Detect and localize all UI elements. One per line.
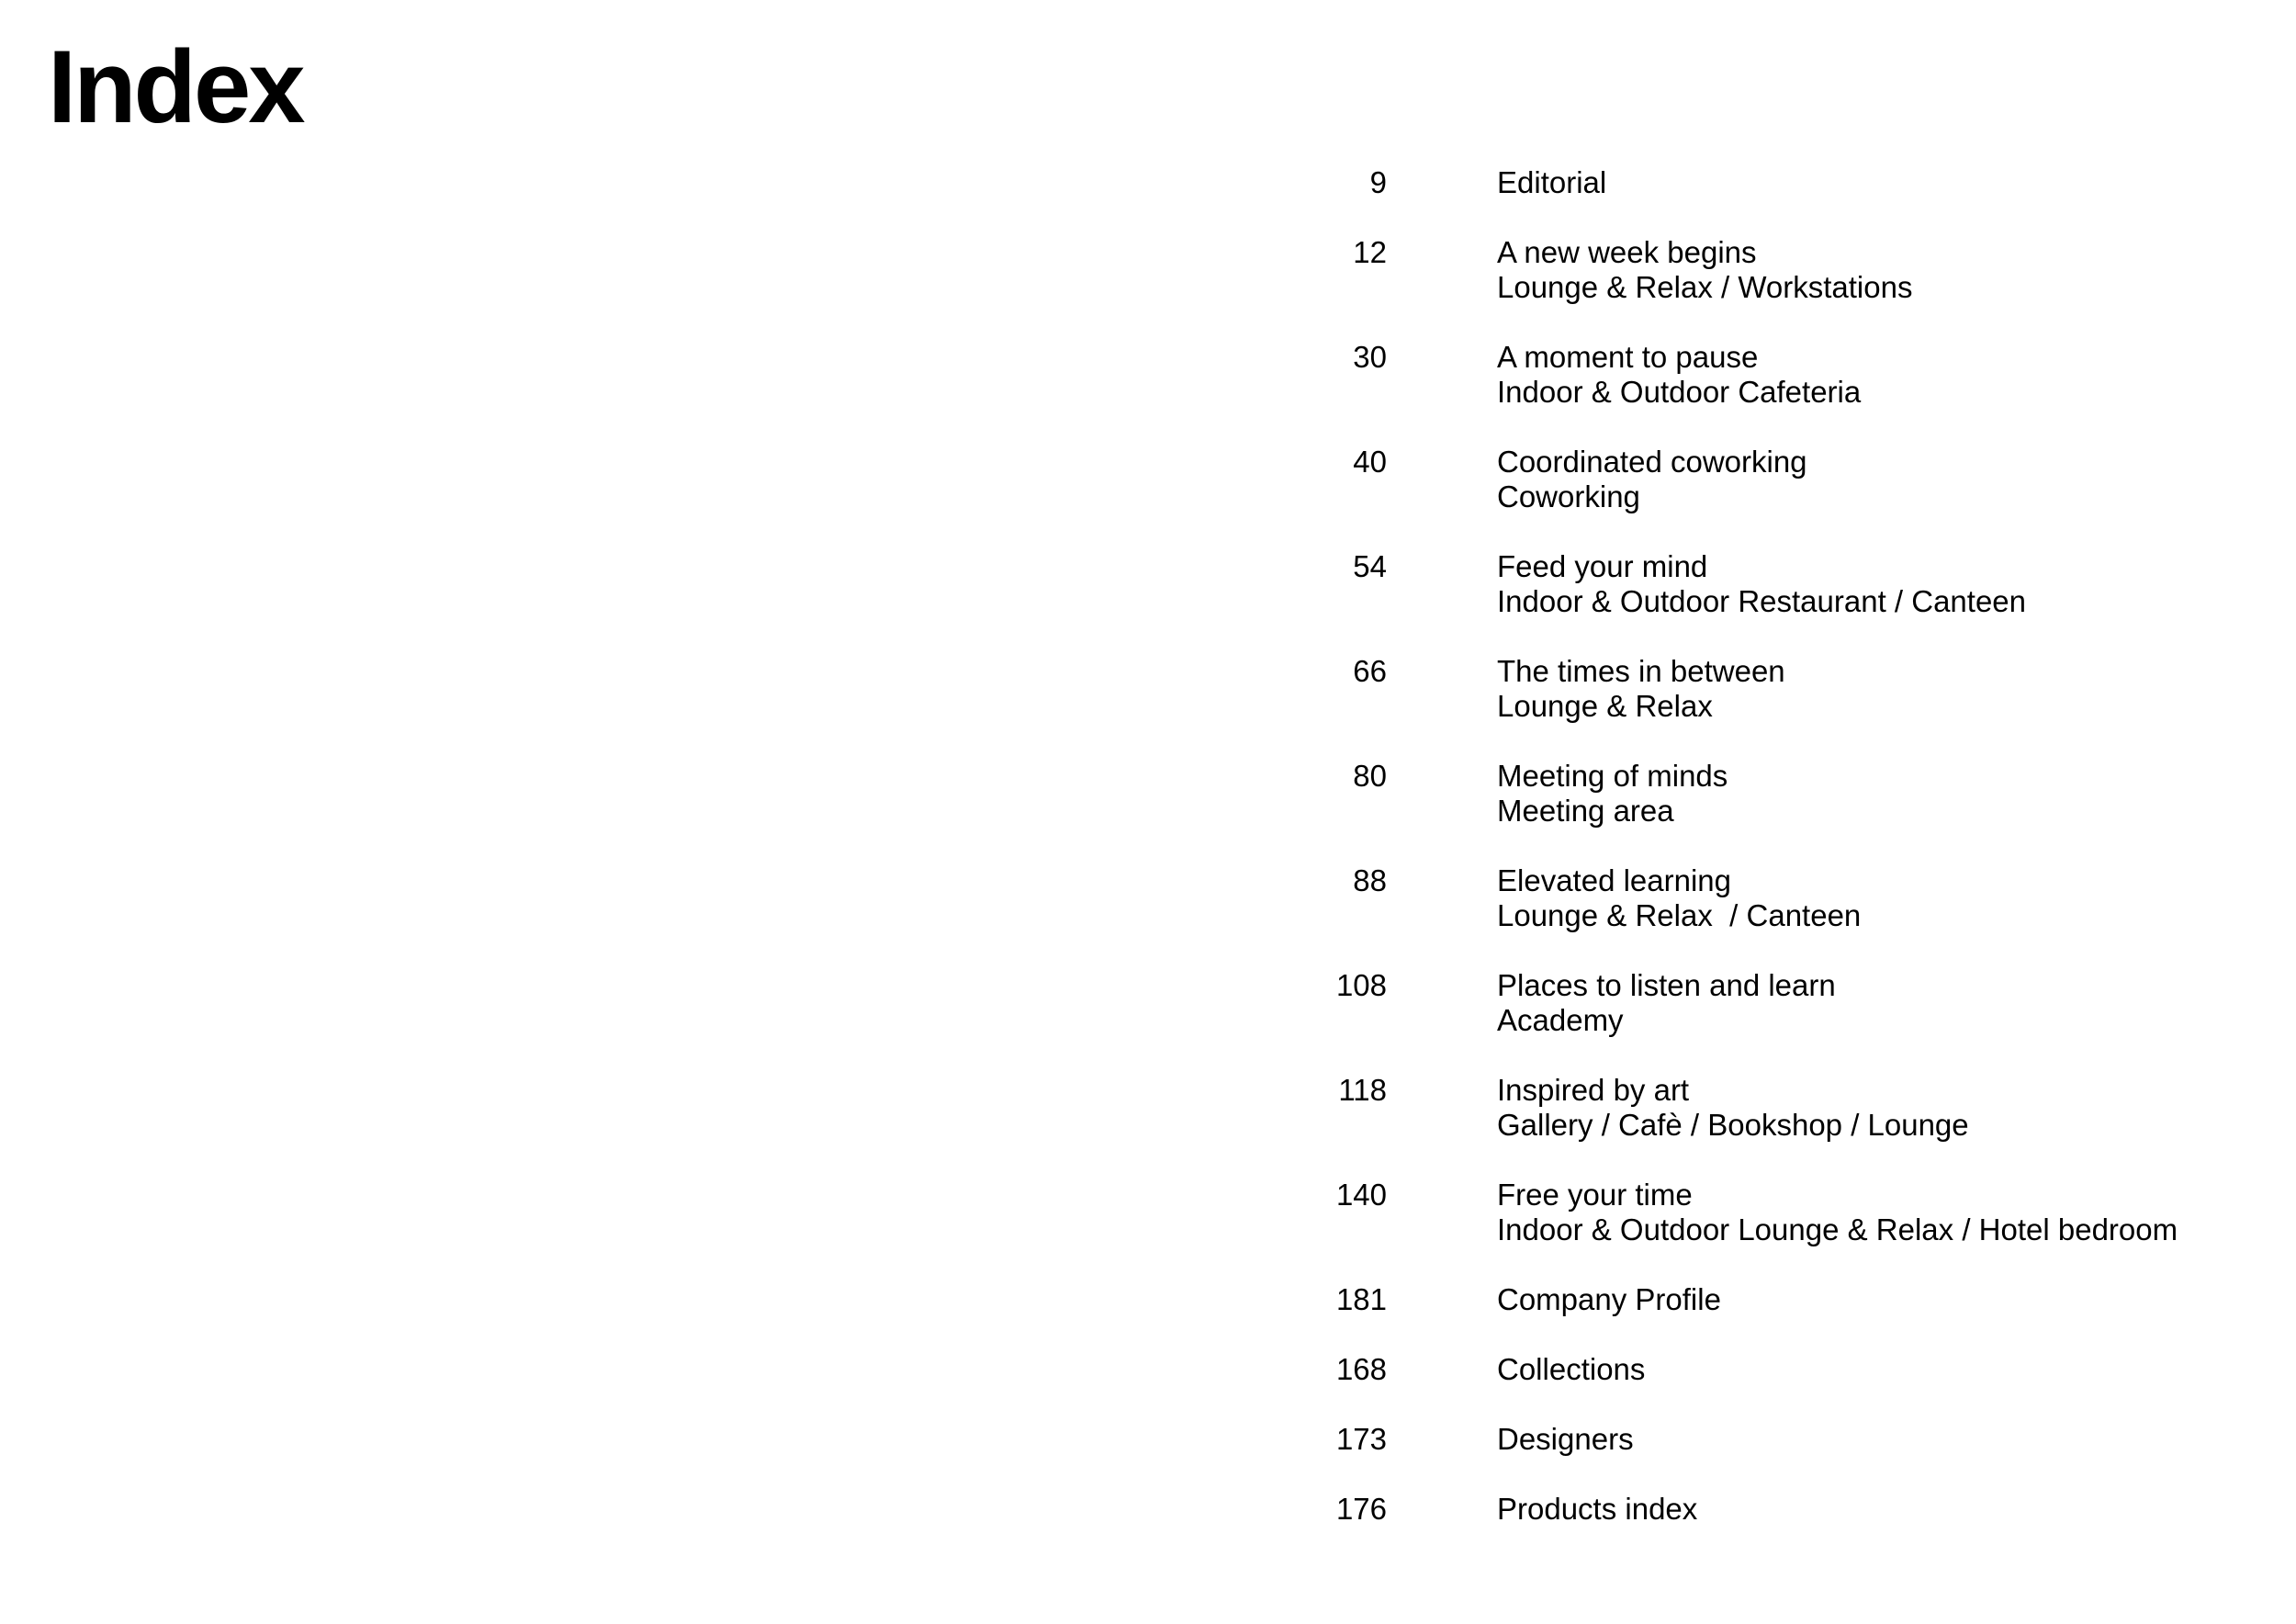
index-entry-text xyxy=(1497,549,2296,619)
index-entry xyxy=(1231,340,2296,410)
index-entry-text xyxy=(1497,1422,2296,1457)
index-entry-title: Products index xyxy=(1497,1492,1698,1526)
index-entry-title: Inspired by art xyxy=(1497,1073,1690,1107)
index-entry-text xyxy=(1497,165,2296,200)
index-page-number: 168 xyxy=(1335,1352,1387,1386)
index-entry xyxy=(1231,165,2296,200)
index-entry xyxy=(1231,1492,2296,1527)
index-entry-title: Free your time xyxy=(1497,1178,1693,1212)
index-entry-text xyxy=(1497,1492,2296,1527)
index-entry xyxy=(1231,968,2296,1038)
index-entry xyxy=(1231,759,2296,829)
index-page-number: 40 xyxy=(1353,445,1387,479)
index-entry-subtitle: Academy xyxy=(1497,1003,1624,1037)
index-entry xyxy=(1231,1422,2296,1457)
index-page-number: 118 xyxy=(1338,1073,1387,1107)
index-entry-text xyxy=(1497,1352,2296,1387)
index-entry xyxy=(1231,235,2296,305)
index-entry-text xyxy=(1497,968,2296,1038)
index-page-number: 176 xyxy=(1335,1492,1387,1526)
index-entry xyxy=(1231,1073,2296,1143)
index-entry-title: Company Profile xyxy=(1497,1282,1721,1316)
index-page-number: 66 xyxy=(1353,654,1387,688)
index-page-number: 80 xyxy=(1353,759,1387,793)
index-entry-title: The times in between xyxy=(1497,654,1785,688)
index-page-number: 140 xyxy=(1335,1178,1387,1212)
page-title: Index xyxy=(48,29,303,144)
index-page-number: 108 xyxy=(1335,968,1387,1002)
index-entry-text xyxy=(1497,654,2296,724)
index-entry-title: Places to listen and learn xyxy=(1497,968,1836,1002)
index-entry-title: Elevated learning xyxy=(1497,863,1732,897)
index-entry-subtitle: Lounge & Relax xyxy=(1497,689,1713,723)
index-list xyxy=(1231,165,2296,1562)
index-page-number: 54 xyxy=(1353,549,1387,583)
index-entry xyxy=(1231,445,2296,514)
index-page-number: 9 xyxy=(1369,165,1387,199)
index-entry-text xyxy=(1497,863,2296,933)
index-entry xyxy=(1231,1178,2296,1247)
index-entry-text xyxy=(1497,1282,2296,1317)
index-page-number: 181 xyxy=(1335,1282,1387,1316)
index-entry-text xyxy=(1497,1073,2296,1143)
index-entry-title: Editorial xyxy=(1497,165,1607,199)
index-entry-title: Designers xyxy=(1497,1422,1634,1456)
index-entry-text xyxy=(1497,340,2296,410)
index-entry-text xyxy=(1497,759,2296,829)
index-entry-title: Feed your mind xyxy=(1497,549,1708,583)
index-page-number: 30 xyxy=(1353,340,1387,374)
index-entry-title: Coordinated coworking xyxy=(1497,445,1807,479)
index-entry-subtitle: Indoor & Outdoor Lounge & Relax / Hotel bedroom xyxy=(1497,1212,2178,1246)
index-entry-subtitle: Indoor & Outdoor Cafeteria xyxy=(1497,375,1862,409)
index-page-number: 173 xyxy=(1335,1422,1387,1456)
index-entry xyxy=(1231,863,2296,933)
index-entry-title: Collections xyxy=(1497,1352,1646,1386)
index-page-number: 88 xyxy=(1353,863,1387,897)
index-entry-title: A moment to pause xyxy=(1497,340,1759,374)
index-entry-subtitle: Lounge & Relax / Canteen xyxy=(1497,898,1862,932)
index-entry xyxy=(1231,1352,2296,1387)
index-entry-title: A new week begins xyxy=(1497,235,1757,269)
index-entry-subtitle: Coworking xyxy=(1497,479,1640,513)
index-entry-subtitle: Indoor & Outdoor Restaurant / Canteen xyxy=(1497,584,2027,618)
index-entry xyxy=(1231,654,2296,724)
index-entry-text xyxy=(1497,235,2296,305)
index-entry-text xyxy=(1497,445,2296,514)
index-entry xyxy=(1231,1282,2296,1317)
index-entry xyxy=(1231,549,2296,619)
index-entry-title: Meeting of minds xyxy=(1497,759,1728,793)
index-page-number: 12 xyxy=(1353,235,1387,269)
index-entry-subtitle: Lounge & Relax / Workstations xyxy=(1497,270,1913,304)
index-entry-subtitle: Meeting area xyxy=(1497,794,1674,828)
index-entry-text xyxy=(1497,1178,2296,1247)
index-entry-subtitle: Gallery / Cafè / Bookshop / Lounge xyxy=(1497,1108,1969,1142)
